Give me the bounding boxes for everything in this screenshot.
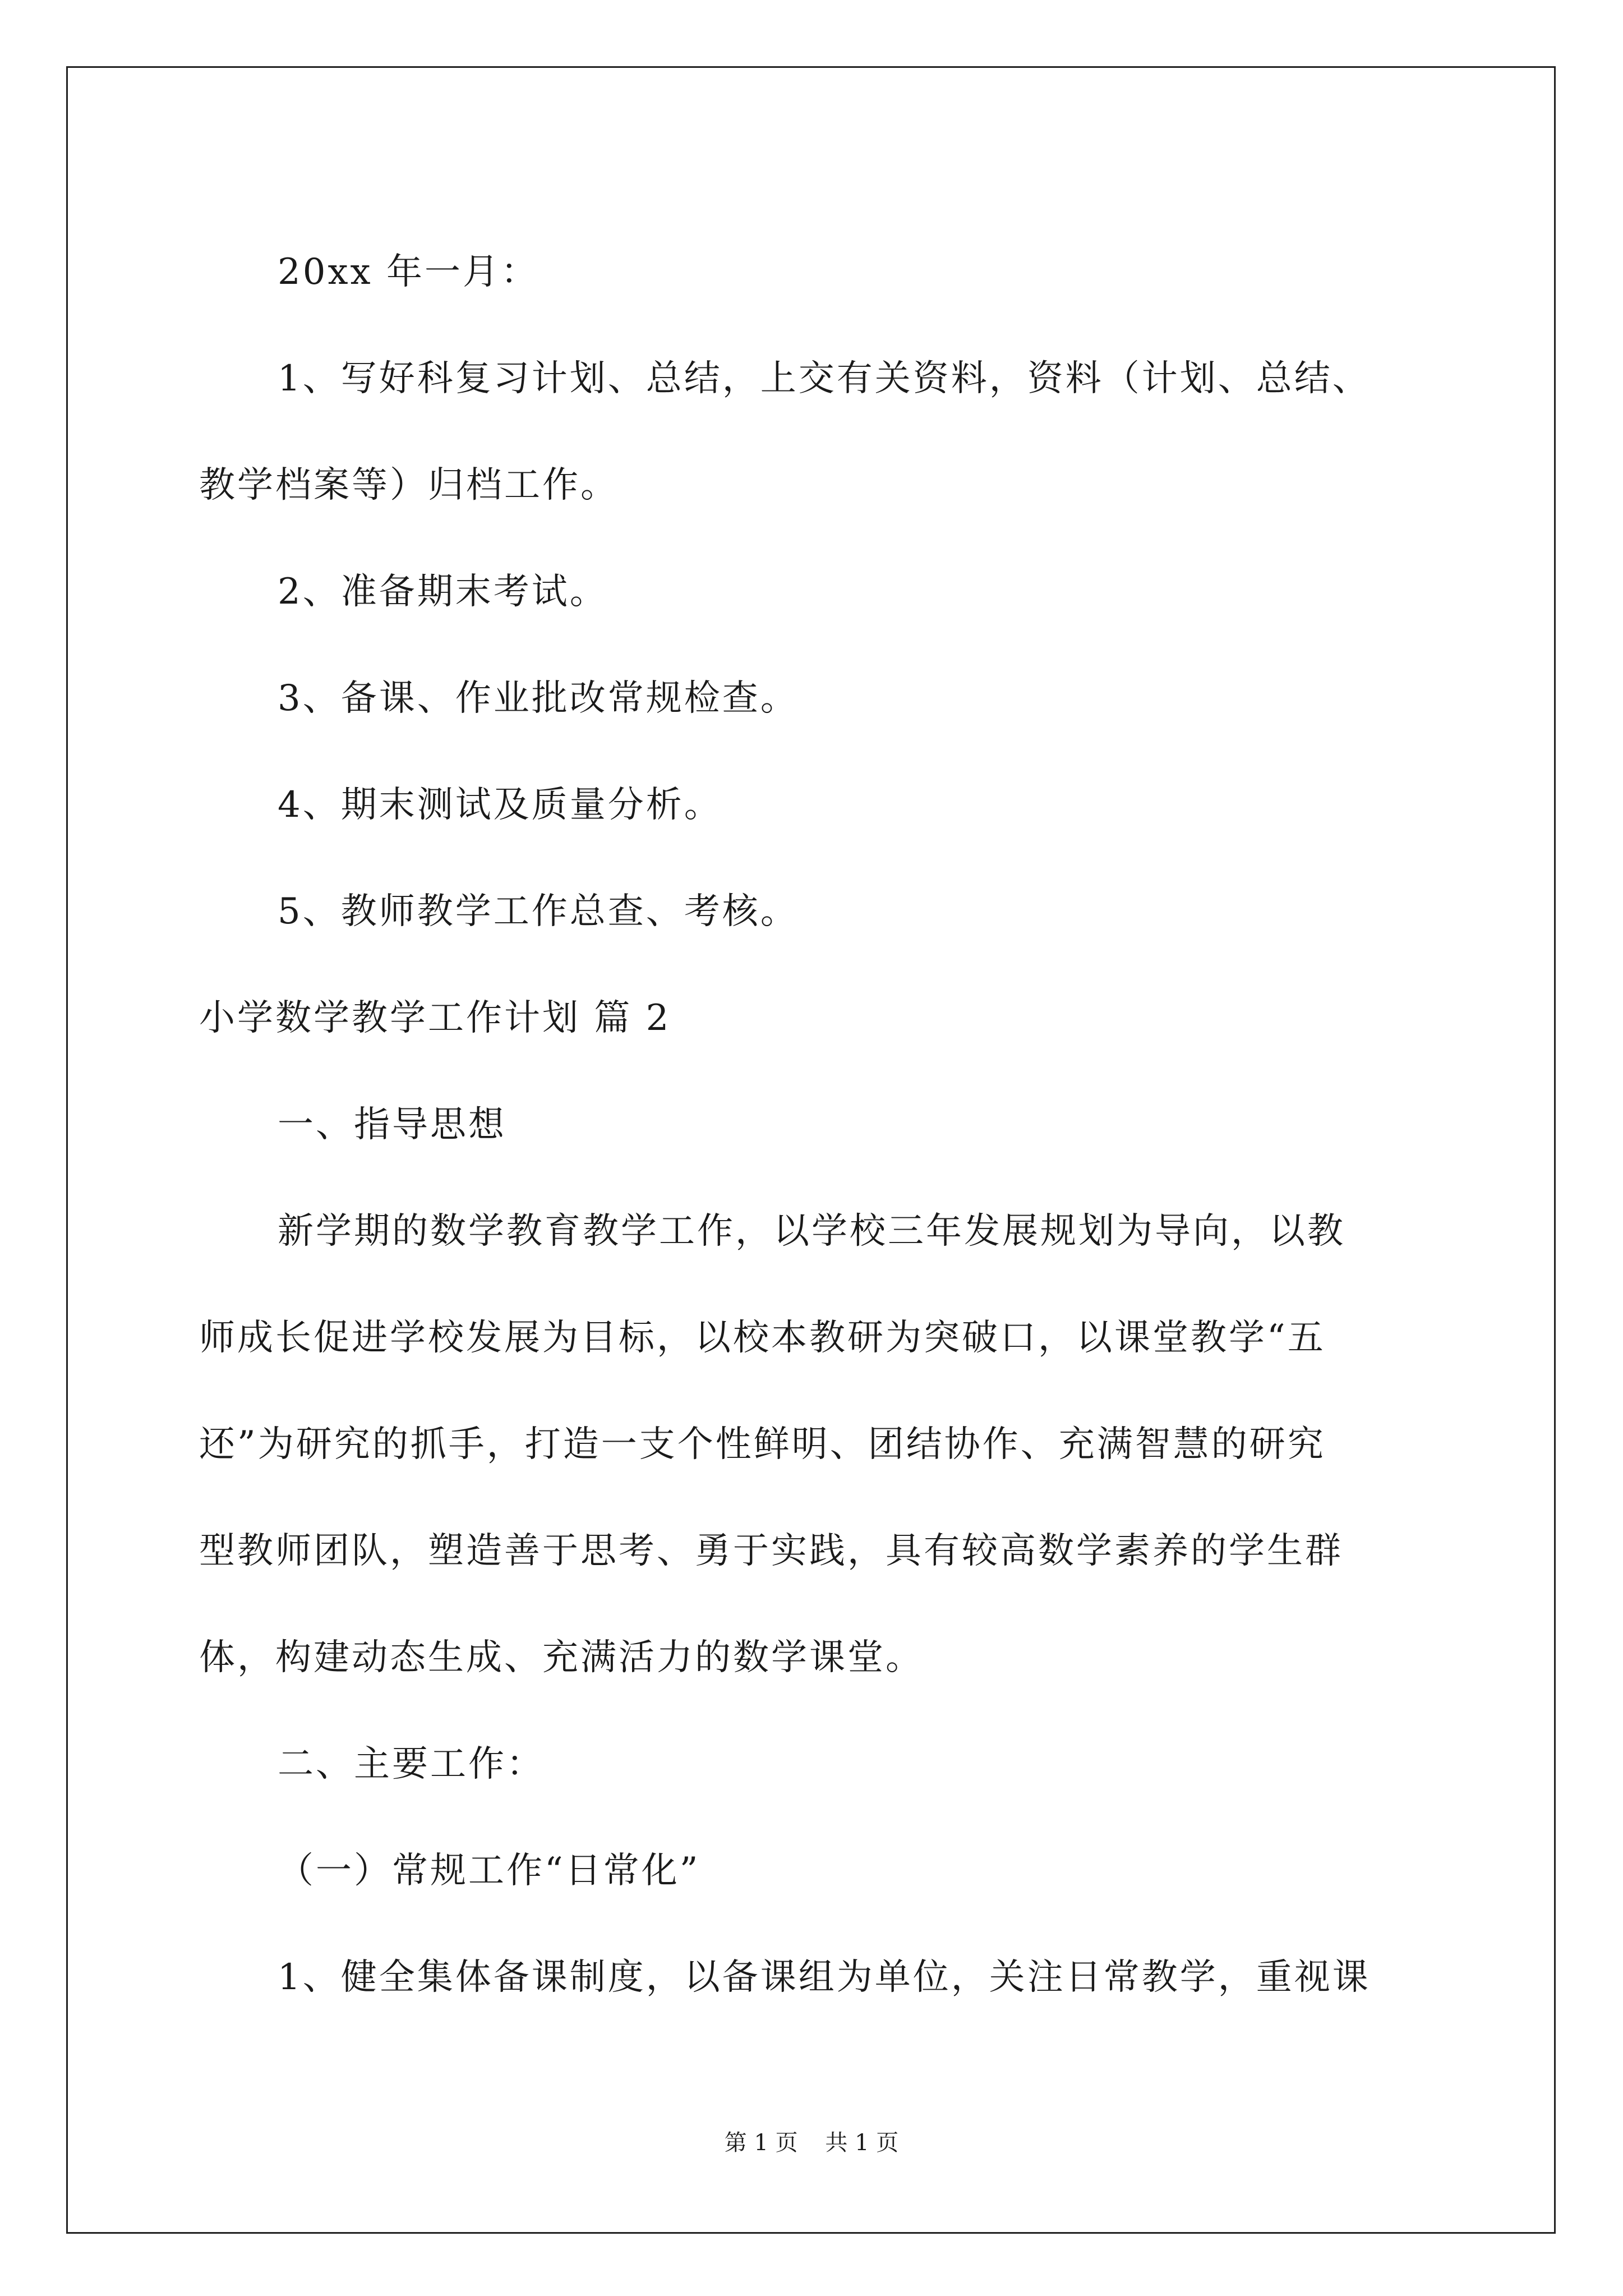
document-body <box>199 219 1433 2031</box>
paragraph-line: 2、准备期末考试。 <box>278 571 608 613</box>
page-number-current: 第 1 页 <box>724 2130 798 2156</box>
paragraph-line: 3、备课、作业批改常规检查。 <box>278 678 799 719</box>
paragraph-line: 4、期末测试及质量分析。 <box>278 784 722 826</box>
paragraph-line: 还”为研究的抓手，打造一支个性鲜明、团结协作、充满智慧的研究 <box>199 1424 1326 1465</box>
subheading: 一、指导思想 <box>278 1104 506 1145</box>
paragraph-line: 师成长促进学校发展为目标，以校本教研为突破口，以课堂教学“五 <box>199 1317 1326 1359</box>
paragraph-line: 新学期的数学教育教学工作，以学校三年发展规划为导向，以教 <box>278 1211 1345 1252</box>
paragraph-line: 5、教师教学工作总查、考核。 <box>278 891 799 932</box>
paragraph-line: 型教师团队，塑造善于思考、勇于实践，具有较高数学素养的学生群 <box>199 1530 1343 1572</box>
page-number-total: 共 1 页 <box>825 2130 899 2156</box>
paragraph-line: 1、写好科复习计划、总结，上交有关资料，资料（计划、总结、 <box>278 358 1371 399</box>
paragraph-line: 体，构建动态生成、充满活力的数学课堂。 <box>199 1637 924 1678</box>
paragraph-line: 20xx 年一月： <box>278 251 539 293</box>
paragraph-line: 1、健全集体备课制度，以备课组为单位，关注日常教学，重视课 <box>278 1957 1371 1998</box>
subheading: 二、主要工作： <box>278 1743 545 1785</box>
page-footer <box>0 2129 1623 2157</box>
section-heading: 小学数学教学工作计划 篇 2 <box>199 997 671 1039</box>
paragraph-line: 教学档案等）归档工作。 <box>199 464 619 506</box>
subheading: （一）常规工作“日常化” <box>278 1850 700 1892</box>
